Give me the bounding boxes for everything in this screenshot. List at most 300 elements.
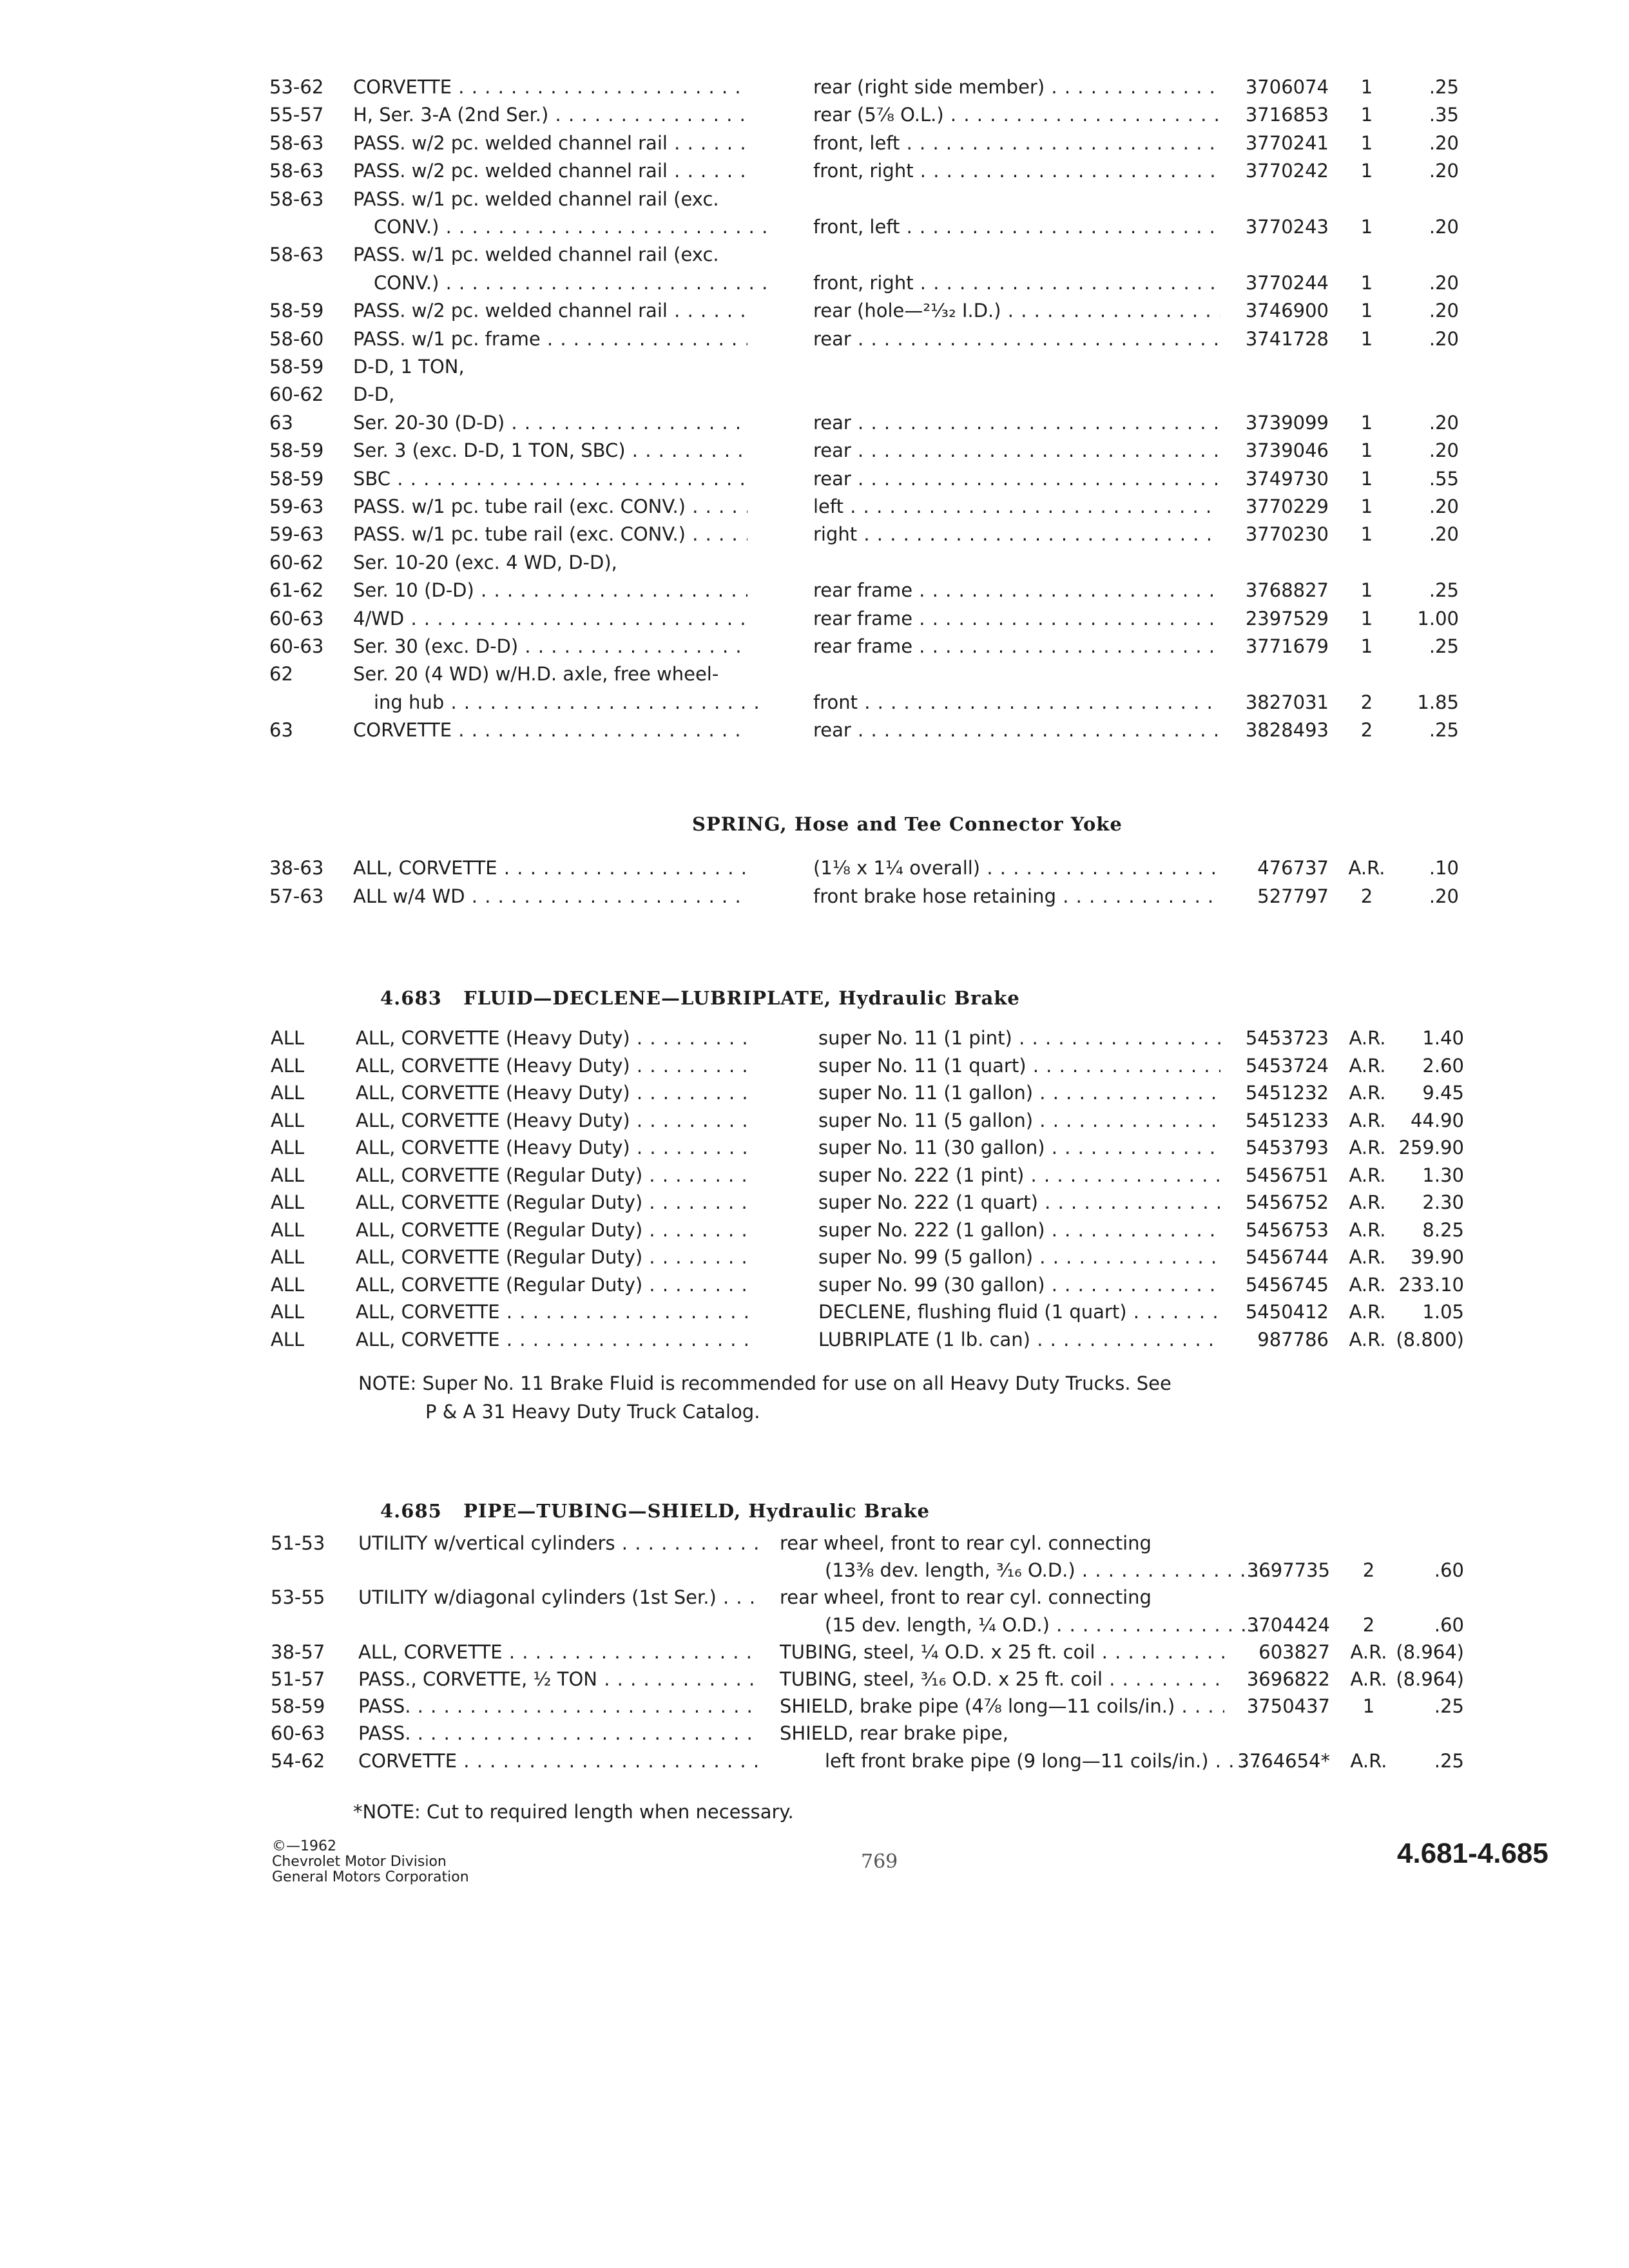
- price-cell: .10: [1429, 857, 1459, 879]
- model-cell: ALL, CORVETTE (Regular Duty) . . .: [356, 1189, 749, 1216]
- parts-row: [0, 213, 1629, 240]
- part-number-cell: 3750437: [1246, 1695, 1330, 1718]
- description-cell: super No. 11 (1 gallon) . . .: [818, 1079, 1220, 1106]
- quantity-cell: 2: [1362, 1613, 1375, 1636]
- description-cell: (15 dev. length, ¹⁄₄ O.D.) . . .: [780, 1611, 1269, 1639]
- corporation-name: General Motors Corporation: [272, 1869, 469, 1885]
- year-cell: 61-62: [269, 579, 324, 602]
- price-cell: 1.00: [1417, 607, 1459, 629]
- model-cell: ALL w/4 WD . . .: [353, 883, 747, 910]
- model-cell: CONV.) . . .: [353, 213, 768, 240]
- year-cell: 54-62: [271, 1749, 325, 1772]
- year-cell: 58-59: [269, 439, 324, 462]
- model-cell: D-D, 1 TON,: [353, 356, 465, 378]
- year-cell: ALL: [271, 1137, 305, 1158]
- description-cell: SHIELD, rear brake pipe,: [780, 1722, 1008, 1745]
- parts-row: [0, 1107, 1629, 1134]
- year-cell: 62: [269, 663, 293, 686]
- note-line: NOTE: Super No. 11 Brake Fluid is recommended for use on all Heavy Duty Trucks. See: [358, 1372, 1171, 1394]
- model-cell: Ser. 30 (exc. D-D) . . .: [353, 633, 747, 660]
- part-number-cell: 3749730: [1245, 467, 1329, 490]
- parts-row: [0, 1747, 1629, 1774]
- price-cell: 1.05: [1422, 1301, 1464, 1323]
- quantity-cell: 1: [1360, 523, 1373, 546]
- description-cell: super No. 99 (30 gallon) . . .: [818, 1271, 1220, 1298]
- quantity-cell: A.R.: [1350, 1640, 1387, 1663]
- price-cell: .20: [1429, 327, 1459, 350]
- year-cell: ALL: [271, 1054, 305, 1077]
- price-cell: 2.60: [1422, 1054, 1464, 1077]
- year-cell: 60-63: [269, 635, 324, 657]
- page-number: 769: [861, 1850, 898, 1873]
- model-cell: PASS. . . .: [358, 1720, 758, 1747]
- year-cell: ALL: [271, 1109, 305, 1131]
- part-number-cell: 3746900: [1245, 300, 1329, 322]
- parts-row: [0, 689, 1629, 716]
- part-number-cell: 3768827: [1245, 579, 1329, 602]
- price-cell: .20: [1429, 885, 1459, 907]
- description-cell: front, left . . .: [813, 130, 1220, 157]
- year-cell: ALL: [271, 1301, 305, 1323]
- quantity-cell: 2: [1362, 1559, 1375, 1582]
- description-cell: front . . .: [813, 689, 1220, 716]
- part-number-cell: 3741728: [1245, 327, 1329, 350]
- price-cell: 259.90: [1398, 1137, 1464, 1158]
- copyright: ©—1962: [272, 1838, 336, 1854]
- parts-row: [0, 605, 1629, 632]
- quantity-cell: A.R.: [1349, 1082, 1386, 1104]
- description-cell: rear (5⁷⁄₈ O.L.) . . .: [813, 101, 1220, 128]
- part-number-cell: 5453723: [1245, 1027, 1329, 1049]
- parts-row: [0, 577, 1629, 604]
- model-cell: ALL, CORVETTE (Heavy Duty) . . .: [356, 1052, 749, 1079]
- model-cell: PASS. w/1 pc. frame . . .: [353, 325, 747, 352]
- model-cell: PASS. w/1 pc. welded channel rail (exc.: [353, 244, 719, 266]
- price-cell: .20: [1429, 160, 1459, 182]
- year-cell: 51-57: [271, 1668, 325, 1690]
- description-cell: left . . .: [813, 493, 1220, 520]
- model-cell: PASS. . . .: [358, 1693, 758, 1720]
- description-cell: TUBING, steel, ³⁄₁₆ O.D. x 25 ft. coil . . .: [780, 1666, 1224, 1693]
- fluid-note: [358, 1369, 1171, 1426]
- part-number-cell: 3770244: [1245, 271, 1329, 294]
- year-cell: 58-59: [271, 1695, 325, 1718]
- model-cell: UTILITY w/vertical cylinders . . .: [358, 1530, 758, 1557]
- parts-row: [0, 1557, 1629, 1584]
- price-cell: 1.40: [1422, 1027, 1464, 1049]
- part-number-cell: 3706074: [1245, 76, 1329, 98]
- description-cell: super No. 11 (5 gallon) . . .: [818, 1107, 1220, 1134]
- quantity-cell: 1: [1360, 76, 1373, 98]
- price-cell: 8.25: [1422, 1218, 1464, 1241]
- model-cell: Ser. 20 (4 WD) w/H.D. axle, free wheel-: [353, 663, 719, 686]
- quantity-cell: 1: [1360, 607, 1373, 629]
- model-cell: CORVETTE . . .: [353, 73, 747, 101]
- year-cell: 58-63: [269, 244, 324, 266]
- description-cell: super No. 99 (5 gallon) . . .: [818, 1244, 1220, 1271]
- description-cell: rear (hole—²¹⁄₃₂ I.D.) . . .: [813, 297, 1220, 324]
- quantity-cell: 1: [1362, 1695, 1375, 1718]
- model-cell: ALL, CORVETTE . . .: [356, 1298, 749, 1325]
- year-cell: 63: [269, 719, 293, 742]
- model-cell: PASS. w/2 pc. welded channel rail . . .: [353, 297, 747, 324]
- description-cell: SHIELD, brake pipe (4⅞ long—11 coils/in.) . . .: [780, 1693, 1224, 1720]
- quantity-cell: A.R.: [1349, 1109, 1386, 1131]
- parts-row: [0, 325, 1629, 352]
- parts-row: [0, 186, 1629, 213]
- part-number-cell: 3770230: [1245, 523, 1329, 546]
- quantity-cell: 1: [1360, 216, 1373, 238]
- part-number-cell: 3827031: [1245, 691, 1329, 713]
- quantity-cell: A.R.: [1349, 1328, 1386, 1350]
- parts-row: [0, 437, 1629, 464]
- year-cell: 59-63: [269, 523, 324, 546]
- description-cell: front, right . . .: [813, 269, 1220, 296]
- part-number-cell: 3770242: [1245, 160, 1329, 182]
- description-cell: rear wheel, front to rear cyl. connecting: [780, 1586, 1152, 1609]
- part-number-cell: 3704424: [1246, 1613, 1330, 1636]
- price-cell: 1.30: [1422, 1164, 1464, 1186]
- model-cell: PASS. w/1 pc. welded channel rail (exc.: [353, 187, 719, 210]
- parts-row: [0, 1189, 1629, 1216]
- quantity-cell: A.R.: [1349, 1246, 1386, 1268]
- parts-row: [0, 269, 1629, 296]
- parts-row: [0, 1693, 1629, 1720]
- model-cell: Ser. 20-30 (D-D) . . .: [353, 409, 747, 436]
- part-number-cell: 987786: [1257, 1328, 1329, 1350]
- model-cell: ALL, CORVETTE . . .: [356, 1326, 749, 1353]
- price-cell: 9.45: [1422, 1082, 1464, 1104]
- model-cell: UTILITY w/diagonal cylinders (1st Ser.) . . .: [358, 1584, 758, 1611]
- part-number-cell: 3770241: [1245, 131, 1329, 154]
- price-cell: .25: [1429, 635, 1459, 657]
- parts-row: [0, 1584, 1629, 1611]
- description-cell: rear frame . . .: [813, 633, 1220, 660]
- quantity-cell: 2: [1360, 885, 1373, 907]
- price-cell: .25: [1429, 76, 1459, 98]
- price-cell: (8.800): [1396, 1328, 1464, 1350]
- year-cell: 58-59: [269, 356, 324, 378]
- price-cell: 2.30: [1422, 1191, 1464, 1213]
- model-cell: ALL, CORVETTE (Regular Duty) . . .: [356, 1162, 749, 1189]
- quantity-cell: 1: [1360, 579, 1373, 602]
- description-cell: rear . . .: [813, 325, 1220, 352]
- price-cell: .20: [1429, 216, 1459, 238]
- section-heading-spring: [692, 813, 1123, 835]
- model-cell: D-D,: [353, 383, 395, 406]
- parts-row: [0, 1720, 1629, 1747]
- price-cell: 44.90: [1410, 1109, 1464, 1131]
- quantity-cell: A.R.: [1349, 1054, 1386, 1077]
- year-cell: 60-62: [269, 383, 324, 406]
- price-cell: (8.964): [1396, 1668, 1464, 1690]
- description-cell: TUBING, steel, ¼ O.D. x 25 ft. coil . . .: [780, 1639, 1224, 1666]
- model-cell: ALL, CORVETTE . . .: [353, 854, 747, 881]
- price-cell: .60: [1434, 1559, 1464, 1582]
- year-cell: ALL: [271, 1164, 305, 1186]
- parts-row: [0, 157, 1629, 184]
- quantity-cell: 2: [1360, 719, 1373, 742]
- year-cell: 58-59: [269, 300, 324, 322]
- part-number-cell: 5451233: [1245, 1109, 1329, 1131]
- section-number: 4.685: [380, 1500, 442, 1522]
- parts-row: [0, 465, 1629, 492]
- year-cell: 58-59: [269, 467, 324, 490]
- price-cell: .25: [1429, 579, 1459, 602]
- model-cell: 4/WD . . .: [353, 605, 747, 632]
- price-cell: .60: [1434, 1613, 1464, 1636]
- description-cell: right . . .: [813, 521, 1220, 548]
- price-cell: .35: [1429, 104, 1459, 126]
- copyright-block: [272, 1839, 469, 1885]
- part-number-cell: 5456745: [1245, 1273, 1329, 1296]
- price-cell: .20: [1429, 300, 1459, 322]
- parts-row: [0, 521, 1629, 548]
- parts-row: [0, 1052, 1629, 1079]
- quantity-cell: A.R.: [1349, 1218, 1386, 1241]
- quantity-cell: A.R.: [1349, 1273, 1386, 1296]
- year-cell: 60-63: [269, 607, 324, 629]
- quantity-cell: 2: [1360, 691, 1373, 713]
- year-cell: 55-57: [269, 104, 324, 126]
- model-cell: CORVETTE . . .: [353, 716, 747, 744]
- division-name: Chevrolet Motor Division: [272, 1854, 447, 1870]
- description-cell: super No. 222 (1 quart) . . .: [818, 1189, 1220, 1216]
- year-cell: 53-55: [271, 1586, 325, 1609]
- model-cell: ALL, CORVETTE (Regular Duty) . . .: [356, 1216, 749, 1244]
- price-cell: .20: [1429, 411, 1459, 434]
- price-cell: 39.90: [1410, 1246, 1464, 1268]
- description-cell: rear frame . . .: [813, 577, 1220, 604]
- parts-row: [0, 660, 1629, 687]
- price-cell: .20: [1429, 131, 1459, 154]
- pipe-note: *NOTE: Cut to required length when necessary.: [353, 1801, 794, 1823]
- model-cell: CONV.) . . .: [353, 269, 768, 296]
- part-number-cell: 5450412: [1245, 1301, 1329, 1323]
- year-cell: ALL: [271, 1191, 305, 1213]
- quantity-cell: 1: [1360, 131, 1373, 154]
- model-cell: PASS., CORVETTE, ½ TON . . .: [358, 1666, 758, 1693]
- section-heading-fluid: [380, 987, 1020, 1009]
- quantity-cell: 1: [1360, 439, 1373, 462]
- part-number-cell: 603827: [1258, 1640, 1330, 1663]
- section-heading-pipe: [380, 1500, 930, 1522]
- part-number-cell: 5456744: [1245, 1246, 1329, 1268]
- price-cell: .20: [1429, 439, 1459, 462]
- year-cell: 63: [269, 411, 293, 434]
- section-title: PIPE—TUBING—SHIELD, Hydraulic Brake: [463, 1500, 930, 1522]
- parts-row: [0, 716, 1629, 744]
- year-cell: ALL: [271, 1027, 305, 1049]
- part-number-cell: 5451232: [1245, 1082, 1329, 1104]
- part-number-cell: 5456752: [1245, 1191, 1329, 1213]
- description-cell: left front brake pipe (9 long—11 coils/in.) . . .: [780, 1747, 1269, 1774]
- part-number-cell: 5453724: [1245, 1054, 1329, 1077]
- description-cell: rear frame . . .: [813, 605, 1220, 632]
- parts-row: [0, 1326, 1629, 1353]
- parts-row: [0, 409, 1629, 436]
- section-title: SPRING, Hose and Tee Connector Yoke: [692, 813, 1123, 835]
- part-number-cell: 3828493: [1245, 719, 1329, 742]
- year-cell: 60-62: [269, 551, 324, 573]
- year-cell: ALL: [271, 1328, 305, 1350]
- part-number-cell: 3771679: [1245, 635, 1329, 657]
- model-cell: PASS. w/1 pc. tube rail (exc. CONV.) . . .: [353, 493, 747, 520]
- parts-row: [0, 381, 1629, 408]
- description-cell: rear . . .: [813, 409, 1220, 436]
- quantity-cell: 1: [1360, 104, 1373, 126]
- part-number-cell: 3764654*: [1237, 1749, 1330, 1772]
- year-cell: 58-63: [269, 187, 324, 210]
- year-cell: ALL: [271, 1273, 305, 1296]
- quantity-cell: 1: [1360, 271, 1373, 294]
- parts-row: [0, 493, 1629, 520]
- year-cell: ALL: [271, 1082, 305, 1104]
- year-cell: 58-63: [269, 160, 324, 182]
- part-number-cell: 3697735: [1246, 1559, 1330, 1582]
- parts-row: [0, 854, 1629, 881]
- year-cell: 59-63: [269, 495, 324, 517]
- model-cell: H, Ser. 3-A (2nd Ser.) . . .: [353, 101, 747, 128]
- parts-row: [0, 101, 1629, 128]
- quantity-cell: 1: [1360, 411, 1373, 434]
- part-number-cell: 476737: [1257, 857, 1329, 879]
- parts-row: [0, 1298, 1629, 1325]
- model-cell: PASS. w/2 pc. welded channel rail . . .: [353, 130, 747, 157]
- price-cell: .25: [1429, 719, 1459, 742]
- parts-row: [0, 1024, 1629, 1052]
- part-number-cell: 5456751: [1245, 1164, 1329, 1186]
- parts-row: [0, 1666, 1629, 1693]
- quantity-cell: A.R.: [1349, 1191, 1386, 1213]
- parts-row: [0, 241, 1629, 268]
- model-cell: ALL, CORVETTE (Heavy Duty) . . .: [356, 1024, 749, 1052]
- year-cell: ALL: [271, 1246, 305, 1268]
- part-number-cell: 5456753: [1245, 1218, 1329, 1241]
- parts-row: [0, 1611, 1629, 1639]
- description-cell: rear . . .: [813, 437, 1220, 464]
- quantity-cell: A.R.: [1349, 1301, 1386, 1323]
- parts-row: [0, 73, 1629, 101]
- description-cell: super No. 11 (1 pint) . . .: [818, 1024, 1220, 1052]
- year-cell: 51-53: [271, 1532, 325, 1554]
- year-cell: 58-63: [269, 131, 324, 154]
- quantity-cell: 1: [1360, 300, 1373, 322]
- model-cell: PASS. w/1 pc. tube rail (exc. CONV.) . . .: [353, 521, 747, 548]
- model-cell: Ser. 10-20 (exc. 4 WD, D-D),: [353, 551, 617, 573]
- parts-row: [0, 297, 1629, 324]
- quantity-cell: A.R.: [1349, 1164, 1386, 1186]
- parts-row: [0, 1244, 1629, 1271]
- description-cell: front brake hose retaining . . .: [813, 883, 1220, 910]
- year-cell: 58-60: [269, 327, 324, 350]
- description-cell: rear . . .: [813, 716, 1220, 744]
- model-cell: ALL, CORVETTE (Heavy Duty) . . .: [356, 1107, 749, 1134]
- part-number-cell: 3696822: [1246, 1668, 1330, 1690]
- parts-row: [0, 130, 1629, 157]
- quantity-cell: 1: [1360, 635, 1373, 657]
- price-cell: .20: [1429, 271, 1459, 294]
- price-cell: 1.85: [1417, 691, 1459, 713]
- section-title: FLUID—DECLENE—LUBRIPLATE, Hydraulic Brake: [463, 987, 1020, 1009]
- description-cell: super No. 222 (1 pint) . . .: [818, 1162, 1220, 1189]
- year-cell: 53-62: [269, 76, 324, 98]
- note-line: P & A 31 Heavy Duty Truck Catalog.: [425, 1401, 760, 1423]
- parts-row: [0, 1079, 1629, 1106]
- quantity-cell: 1: [1360, 467, 1373, 490]
- parts-row: [0, 1530, 1629, 1557]
- description-cell: rear wheel, front to rear cyl. connecting: [780, 1532, 1152, 1554]
- quantity-cell: A.R.: [1350, 1749, 1387, 1772]
- part-number-cell: 3739046: [1245, 439, 1329, 462]
- description-cell: rear (right side member) . . .: [813, 73, 1220, 101]
- part-number-cell: 527797: [1257, 885, 1329, 907]
- model-cell: ALL, CORVETTE (Regular Duty) . . .: [356, 1244, 749, 1271]
- part-number-cell: 2397529: [1245, 607, 1329, 629]
- year-cell: 57-63: [269, 885, 324, 907]
- description-cell: LUBRIPLATE (1 lb. can) . . .: [818, 1326, 1220, 1353]
- description-cell: super No. 11 (30 gallon) . . .: [818, 1134, 1220, 1161]
- year-cell: 60-63: [271, 1722, 325, 1745]
- parts-row: [0, 549, 1629, 576]
- model-cell: SBC . . .: [353, 465, 747, 492]
- model-cell: ALL, CORVETTE (Heavy Duty) . . .: [356, 1134, 749, 1161]
- parts-row: [0, 633, 1629, 660]
- model-cell: ALL, CORVETTE (Regular Duty) . . .: [356, 1271, 749, 1298]
- price-cell: .20: [1429, 523, 1459, 546]
- description-cell: front, left . . .: [813, 213, 1220, 240]
- part-number-cell: 3716853: [1245, 104, 1329, 126]
- price-cell: .25: [1434, 1695, 1464, 1718]
- year-cell: 38-63: [269, 857, 324, 879]
- parts-row: [0, 1134, 1629, 1161]
- description-cell: front, right . . .: [813, 157, 1220, 184]
- quantity-cell: 1: [1360, 327, 1373, 350]
- model-cell: Ser. 10 (D-D) . . .: [353, 577, 747, 604]
- description-cell: rear . . .: [813, 465, 1220, 492]
- section-range: 4.681-4.685: [1397, 1838, 1548, 1869]
- model-cell: ALL, CORVETTE (Heavy Duty) . . .: [356, 1079, 749, 1106]
- description-cell: (1⅛ x 1¼ overall) . . .: [813, 854, 1220, 881]
- parts-row: [0, 883, 1629, 910]
- price-cell: (8.964): [1396, 1640, 1464, 1663]
- quantity-cell: 1: [1360, 160, 1373, 182]
- parts-row: [0, 1639, 1629, 1666]
- part-number-cell: 3770243: [1245, 216, 1329, 238]
- price-cell: 233.10: [1398, 1273, 1464, 1296]
- description-cell: super No. 11 (1 quart) . . .: [818, 1052, 1220, 1079]
- model-cell: CORVETTE . . .: [358, 1747, 758, 1774]
- year-cell: 38-57: [271, 1640, 325, 1663]
- parts-row: [0, 353, 1629, 380]
- quantity-cell: A.R.: [1350, 1668, 1387, 1690]
- model-cell: ALL, CORVETTE . . .: [358, 1639, 758, 1666]
- quantity-cell: A.R.: [1348, 857, 1385, 879]
- description-cell: DECLENE, flushing fluid (1 quart) . . .: [818, 1298, 1220, 1325]
- parts-row: [0, 1162, 1629, 1189]
- section-number: 4.683: [380, 987, 442, 1009]
- quantity-cell: A.R.: [1349, 1027, 1386, 1049]
- quantity-cell: A.R.: [1349, 1137, 1386, 1158]
- description-cell: (13⅜ dev. length, ³⁄₁₆ O.D.) . . .: [780, 1557, 1269, 1584]
- price-cell: .55: [1429, 467, 1459, 490]
- model-cell: Ser. 3 (exc. D-D, 1 TON, SBC) . . .: [353, 437, 747, 464]
- part-number-cell: 5453793: [1245, 1137, 1329, 1158]
- price-cell: .25: [1434, 1749, 1464, 1772]
- parts-row: [0, 1271, 1629, 1298]
- part-number-cell: 3739099: [1245, 411, 1329, 434]
- model-cell: ing hub . . .: [353, 689, 768, 716]
